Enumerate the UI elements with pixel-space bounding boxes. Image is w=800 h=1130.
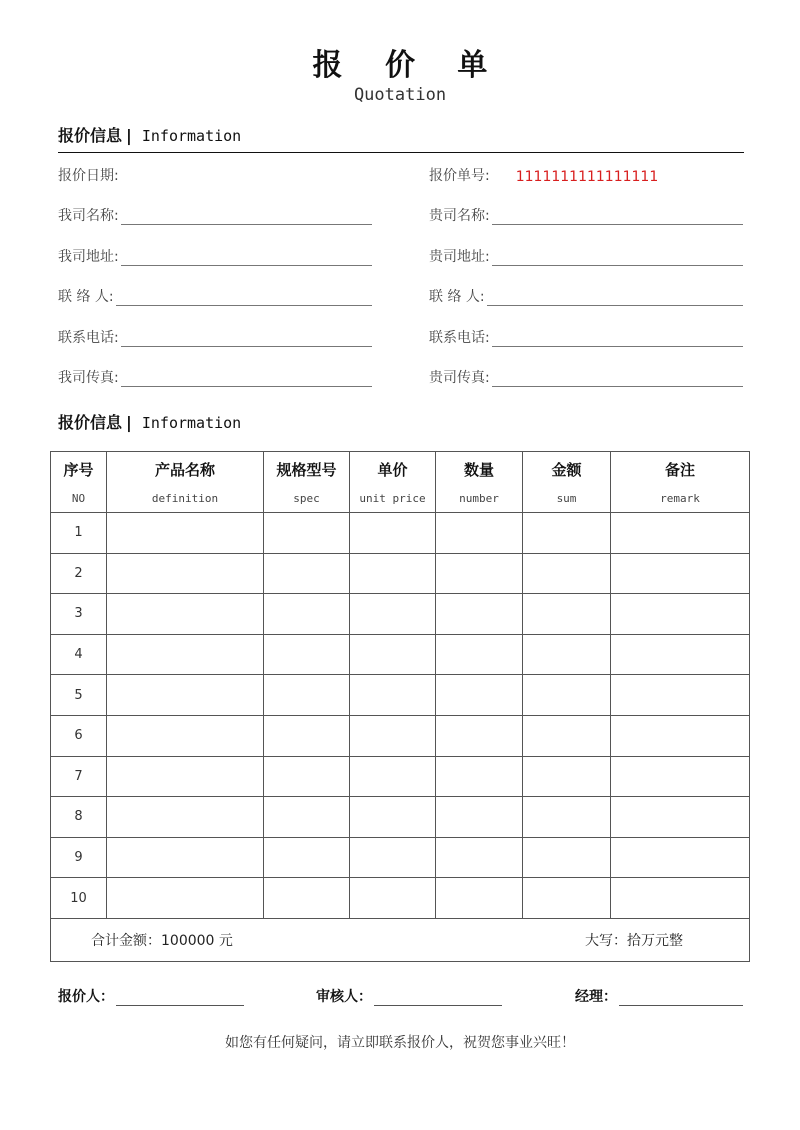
field-label: 我司地址:: [58, 249, 119, 265]
table-row: [51, 513, 750, 554]
table-cell[interactable]: [350, 594, 436, 635]
signature-line[interactable]: [116, 993, 244, 1006]
table-cell[interactable]: [523, 878, 611, 919]
row-number-cell: 3: [51, 594, 107, 635]
signature-label: 审核人：: [316, 989, 372, 1005]
table-header-row: [51, 452, 750, 513]
column-header-unit-price: 单价 unit price: [350, 452, 436, 513]
table-cell[interactable]: [611, 675, 750, 716]
table-cell[interactable]: [523, 797, 611, 838]
column-header-no: 序号 NO: [51, 452, 107, 513]
section-heading-cn: 报价信息: [58, 126, 123, 145]
page-title: 报 价 单: [312, 48, 504, 83]
table-cell[interactable]: [350, 837, 436, 878]
table-cell[interactable]: [264, 513, 350, 554]
table-cell[interactable]: [264, 594, 350, 635]
table-row: [51, 837, 750, 878]
table-row: [51, 797, 750, 838]
total-cell: [51, 918, 750, 961]
row-number-cell: 10: [51, 878, 107, 919]
table-row: [51, 553, 750, 594]
table-total-row: [51, 918, 750, 961]
signature-label: 经理：: [575, 989, 617, 1005]
table-row: [51, 634, 750, 675]
table-row: [51, 756, 750, 797]
table-cell[interactable]: [264, 837, 350, 878]
table-row: [51, 878, 750, 919]
table-cell[interactable]: [436, 675, 523, 716]
table-cell[interactable]: [264, 797, 350, 838]
table-cell[interactable]: [436, 594, 523, 635]
footer-note: 如您有任何疑问，请立即联系报价人，祝贺您事业兴旺！: [225, 1035, 575, 1051]
table-cell[interactable]: [523, 715, 611, 756]
quotation-table: [50, 451, 750, 962]
total-amount: 合计金额：100000 元: [91, 932, 233, 949]
field-label: 联系电话:: [429, 330, 490, 346]
fill-line[interactable]: [116, 293, 372, 306]
table-cell[interactable]: [523, 756, 611, 797]
table-cell[interactable]: [523, 675, 611, 716]
column-header-spec: 规格型号 spec: [264, 452, 350, 513]
table-cell[interactable]: [611, 756, 750, 797]
fill-line[interactable]: [492, 212, 743, 225]
table-cell[interactable]: [350, 634, 436, 675]
row-number-cell: 1: [51, 513, 107, 554]
column-header-sum: 金额 sum: [523, 452, 611, 513]
table-cell[interactable]: [264, 675, 350, 716]
table-cell[interactable]: [264, 634, 350, 675]
page-subtitle: Quotation: [353, 85, 447, 105]
table-cell[interactable]: [611, 878, 750, 919]
fill-line[interactable]: [121, 334, 372, 347]
row-number-cell: 6: [51, 715, 107, 756]
field-client-company[interactable]: [429, 205, 743, 225]
total-capital: 大写：拾万元整: [585, 932, 683, 949]
row-number-cell: 4: [51, 634, 107, 675]
fill-line[interactable]: [492, 334, 743, 347]
fill-line[interactable]: [121, 212, 372, 225]
table-cell[interactable]: [350, 513, 436, 554]
field-label: 贵司传真:: [429, 370, 490, 386]
table-cell[interactable]: [436, 513, 523, 554]
signature-manager[interactable]: [575, 986, 743, 1006]
fill-line[interactable]: [121, 374, 372, 387]
table-cell[interactable]: [264, 553, 350, 594]
field-label: 贵司地址:: [429, 249, 490, 265]
section-heading-items: [58, 410, 241, 433]
table-cell[interactable]: [611, 634, 750, 675]
table-cell[interactable]: [436, 715, 523, 756]
table-cell[interactable]: [523, 634, 611, 675]
field-our-fax[interactable]: [58, 367, 372, 387]
field-label: 贵司名称:: [429, 208, 490, 224]
field-label: 我司名称:: [58, 208, 119, 224]
field-client-fax[interactable]: [429, 367, 743, 387]
field-label: 报价日期:: [58, 168, 119, 184]
table-cell[interactable]: [523, 837, 611, 878]
table-cell[interactable]: [436, 797, 523, 838]
column-header-remark: 备注 remark: [611, 452, 750, 513]
field-our-company[interactable]: [58, 205, 372, 225]
field-client-address[interactable]: [429, 246, 743, 266]
section-divider: [58, 152, 744, 153]
table-cell[interactable]: [523, 553, 611, 594]
table-cell[interactable]: [436, 878, 523, 919]
table-cell[interactable]: [107, 797, 264, 838]
section-heading-en: Information: [141, 127, 242, 145]
field-client-phone[interactable]: [429, 327, 743, 347]
field-label: 联系电话:: [58, 330, 119, 346]
table-cell[interactable]: [436, 634, 523, 675]
table-cell[interactable]: [611, 715, 750, 756]
table-row: [51, 594, 750, 635]
table-cell[interactable]: [436, 553, 523, 594]
fill-line[interactable]: [492, 374, 743, 387]
table-cell[interactable]: [611, 594, 750, 635]
section-heading-bar: |: [126, 413, 132, 432]
table-cell[interactable]: [264, 756, 350, 797]
signature-label: 报价人：: [58, 989, 114, 1005]
table-cell[interactable]: [107, 553, 264, 594]
row-number-cell: 7: [51, 756, 107, 797]
signature-reviewer[interactable]: [316, 986, 502, 1006]
fill-line[interactable]: [492, 253, 743, 266]
field-quote-number: [429, 165, 743, 185]
table-cell[interactable]: [523, 513, 611, 554]
table-cell[interactable]: [107, 837, 264, 878]
section-heading-info: [58, 123, 241, 146]
table-cell[interactable]: [350, 756, 436, 797]
field-label: 联 络 人:: [58, 289, 114, 305]
field-our-address[interactable]: [58, 246, 372, 266]
field-our-phone[interactable]: [58, 327, 372, 347]
table-cell[interactable]: [107, 715, 264, 756]
field-label: 我司传真:: [58, 370, 119, 386]
table-cell[interactable]: [350, 715, 436, 756]
table-cell[interactable]: [107, 756, 264, 797]
row-number-cell: 9: [51, 837, 107, 878]
quote-number-value: 1111111111111111: [515, 169, 659, 185]
fill-line[interactable]: [487, 293, 743, 306]
field-client-contact[interactable]: [429, 286, 743, 306]
table-cell[interactable]: [107, 634, 264, 675]
table-cell[interactable]: [107, 675, 264, 716]
table-cell[interactable]: [436, 756, 523, 797]
table-cell[interactable]: [611, 553, 750, 594]
row-number-cell: 5: [51, 675, 107, 716]
field-quote-date: [58, 165, 372, 185]
table-cell[interactable]: [350, 797, 436, 838]
table-cell[interactable]: [264, 715, 350, 756]
table-cell[interactable]: [350, 878, 436, 919]
signature-line[interactable]: [374, 993, 502, 1006]
table-cell[interactable]: [107, 878, 264, 919]
table-row: [51, 675, 750, 716]
table-cell[interactable]: [350, 675, 436, 716]
section-heading-bar: |: [126, 126, 132, 145]
table-cell[interactable]: [107, 594, 264, 635]
column-header-definition: 产品名称 definition: [107, 452, 264, 513]
table-cell[interactable]: [350, 553, 436, 594]
table-cell[interactable]: [611, 837, 750, 878]
fill-line[interactable]: [121, 253, 372, 266]
signature-line[interactable]: [619, 993, 743, 1006]
table-row: [51, 715, 750, 756]
section-heading-cn: 报价信息: [58, 413, 123, 432]
row-number-cell: 2: [51, 553, 107, 594]
table-cell[interactable]: [611, 797, 750, 838]
field-our-contact[interactable]: [58, 286, 372, 306]
table-cell[interactable]: [436, 837, 523, 878]
column-header-number: 数量 number: [436, 452, 523, 513]
field-label: 报价单号:: [429, 168, 490, 184]
row-number-cell: 8: [51, 797, 107, 838]
table-cell[interactable]: [611, 513, 750, 554]
table-cell[interactable]: [523, 594, 611, 635]
table-cell[interactable]: [264, 878, 350, 919]
table-cell[interactable]: [107, 513, 264, 554]
section-heading-en: Information: [141, 414, 242, 432]
signature-quoter[interactable]: [58, 986, 244, 1006]
field-label: 联 络 人:: [429, 289, 485, 305]
